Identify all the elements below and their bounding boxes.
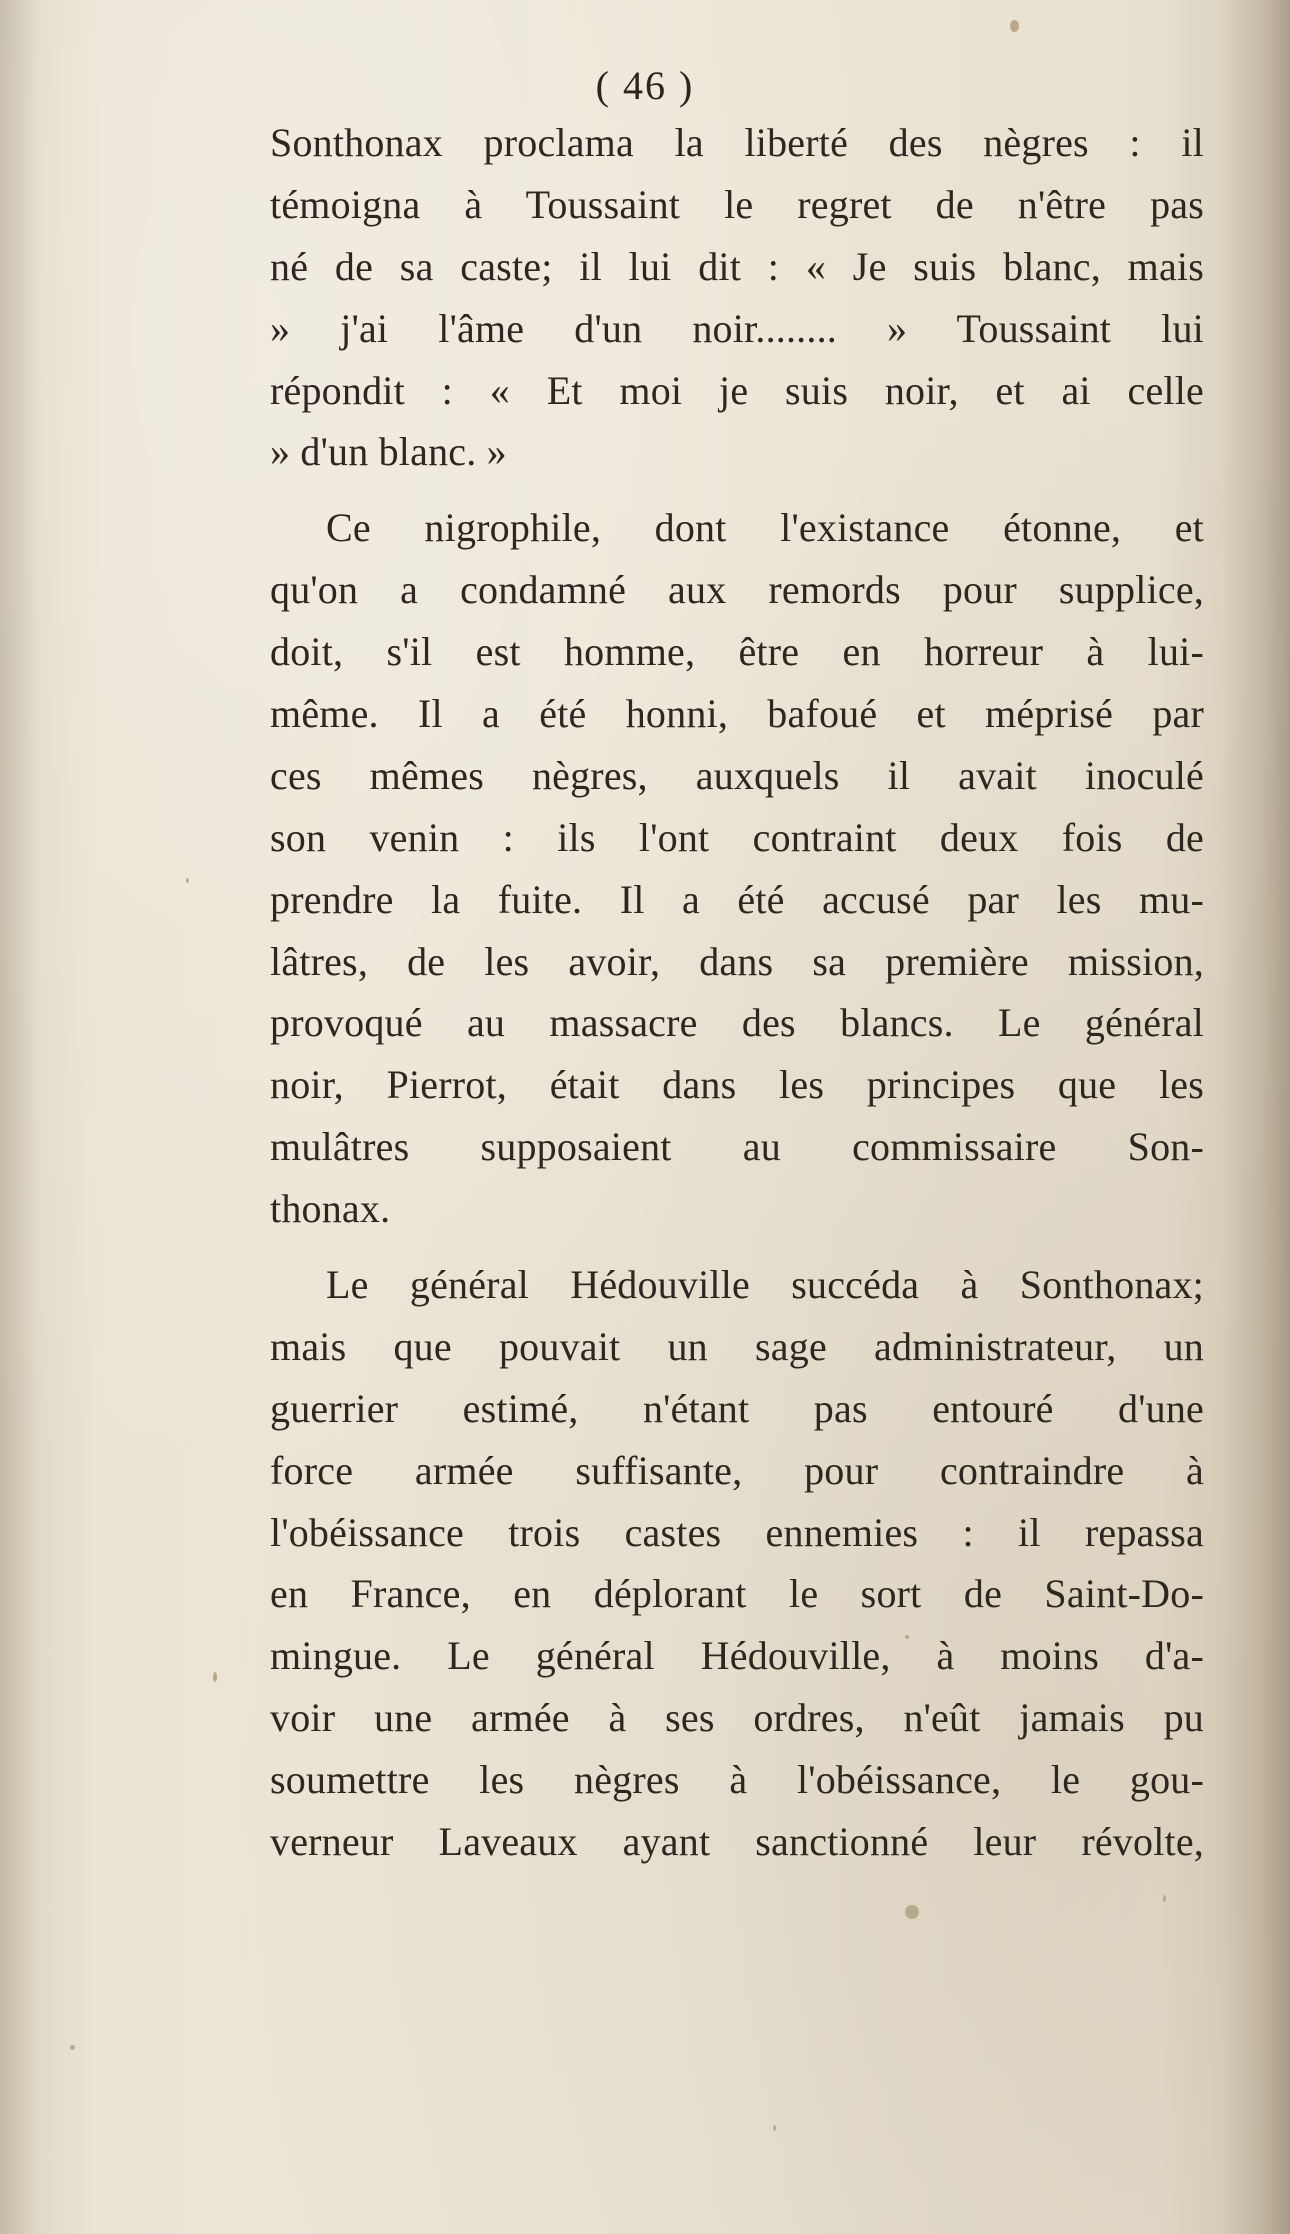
- text-line: voir une armée à ses ordres, n'eût jamais pu: [270, 1695, 1204, 1741]
- paragraph-gap: [270, 483, 1204, 497]
- text-line: lâtres, de les avoir, dans sa première mission,: [270, 938, 1204, 984]
- paper-speck: [1163, 1895, 1166, 1902]
- paragraph: [270, 497, 1204, 1240]
- text-line: doit, s'il est homme, être en horreur à lui-: [270, 629, 1204, 675]
- text-line: soumettre les nègres à l'obéissance, le gou-: [270, 1757, 1204, 1803]
- text-line: l'obéissance trois castes ennemies : il repassa: [270, 1509, 1204, 1555]
- text-line: même. Il a été honni, bafoué et méprisé par: [270, 691, 1204, 737]
- paper-speck: [773, 2125, 776, 2131]
- paper-speck: [70, 2045, 75, 2050]
- text-line: témoigna à Toussaint le regret de n'être pas: [270, 181, 1204, 227]
- text-line: son venin : ils l'ont contraint deux fois de: [270, 814, 1204, 860]
- text-line: Le général Hédouville succéda à Sonthonax;: [326, 1262, 1204, 1308]
- paper-speck: [213, 1672, 217, 1682]
- paragraph: [270, 112, 1204, 483]
- text-line: Ce nigrophile, dont l'existance étonne, et: [326, 505, 1204, 551]
- text-line: mulâtres supposaient au commissaire Son-: [270, 1124, 1204, 1170]
- left-edge-shade: [0, 0, 40, 2234]
- text-line: prendre la fuite. Il a été accusé par les mu-: [270, 876, 1204, 922]
- text-line: force armée suffisante, pour contraindre à: [270, 1447, 1204, 1493]
- paper-speck: [1010, 20, 1019, 32]
- text-line: » j'ai l'âme d'un noir........ » Toussaint lui: [270, 305, 1204, 351]
- right-edge-shadow: [1220, 0, 1290, 2234]
- paper-speck: [186, 878, 189, 883]
- text-line: mingue. Le général Hédouville, à moins d'a-: [270, 1633, 1204, 1679]
- paragraph-gap: [270, 1240, 1204, 1254]
- text-line: en France, en déplorant le sort de Saint-Do-: [270, 1571, 1204, 1617]
- text-line: provoqué au massacre des blancs. Le général: [270, 1000, 1204, 1046]
- paper-speck: [905, 1905, 919, 1919]
- paragraph: [270, 1254, 1204, 1873]
- text-line: noir, Pierrot, était dans les principes que les: [270, 1062, 1204, 1108]
- text-line: thonax.: [270, 1186, 391, 1232]
- text-line: » d'un blanc. »: [270, 429, 507, 475]
- text-line: répondit : « Et moi je suis noir, et ai celle: [270, 367, 1204, 413]
- text-line: Sonthonax proclama la liberté des nègres : il: [270, 120, 1204, 165]
- text-line: né de sa caste; il lui dit : « Je suis blanc, mais: [270, 243, 1204, 289]
- text-line: mais que pouvait un sage administrateur, un: [270, 1323, 1204, 1369]
- text-line: guerrier estimé, n'étant pas entouré d'une: [270, 1385, 1204, 1431]
- text-line: ces mêmes nègres, auxquels il avait inoculé: [270, 752, 1204, 798]
- text-line: qu'on a condamné aux remords pour supplice,: [270, 567, 1204, 613]
- page-number: ( 46 ): [595, 63, 695, 108]
- text-line: verneur Laveaux ayant sanctionné leur révolte,: [270, 1819, 1204, 1865]
- body-text: [270, 112, 1204, 1873]
